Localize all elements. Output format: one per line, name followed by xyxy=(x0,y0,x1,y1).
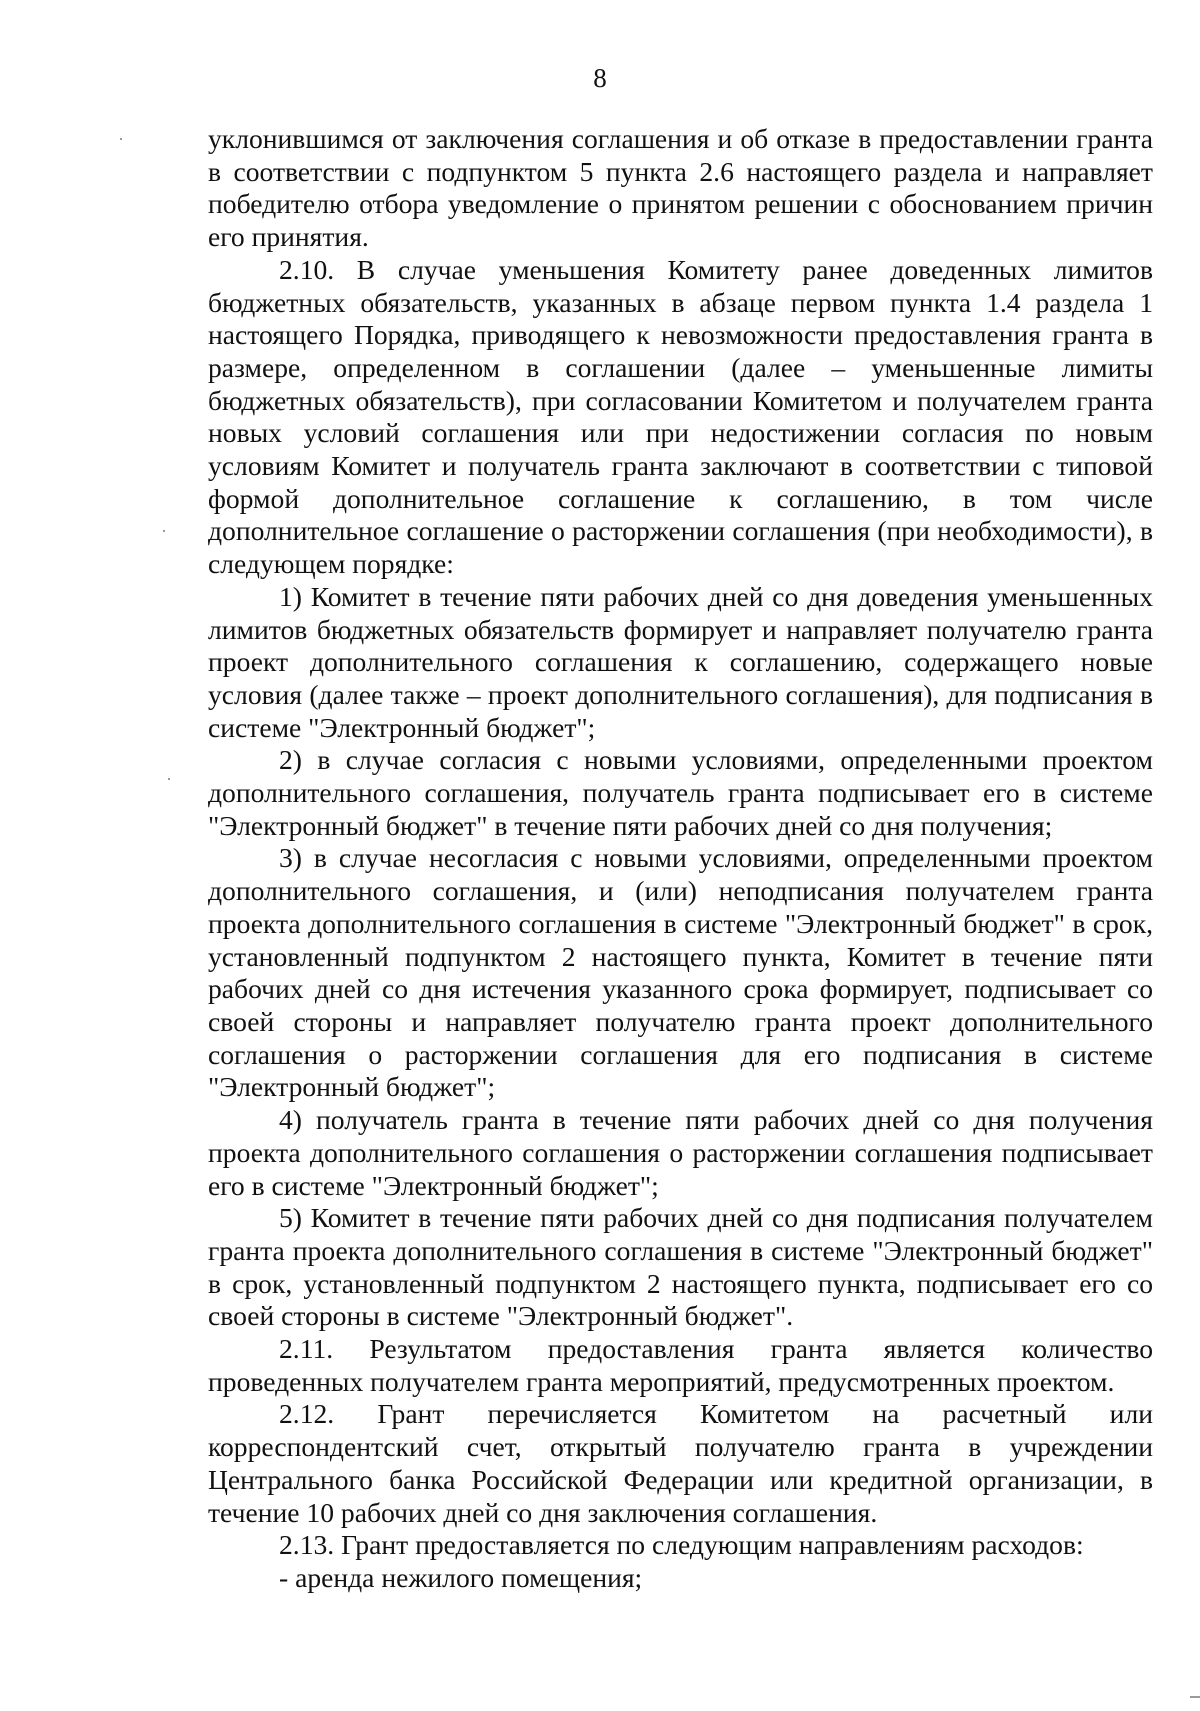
document-body xyxy=(208,123,1153,1595)
paragraph-subitem-4: 4) получатель гранта в течение пяти рабочих дней со дня получения проекта дополнительного соглашения о расторжении соглашения подписывает его в системе "Электронный бюджет"; xyxy=(208,1104,1153,1201)
list-item-expense: - аренда нежилого помещения; xyxy=(279,1561,643,1593)
page-number: 8 xyxy=(593,63,607,93)
paragraph-2-13: 2.13. Грант предоставляется по следующим направлениям расходов: xyxy=(279,1529,1084,1561)
paragraph-subitem-2: 2) в случае согласия с новыми условиями, определенными проектом дополнительного соглашения, получатель гранта подписывает его в системе "Электронный бюджет" в течение пяти рабочих дней со дня получения; xyxy=(208,744,1153,841)
paragraph-continuation: уклонившимся от заключения соглашения и об отказе в предоставлении гранта в соответствии с подпунктом 5 пункта 2.6 настоящего раздела и направляет победителю отбора уведомление о принятом решении с обоснованием причин его принятия. xyxy=(208,123,1153,253)
paragraph-subitem-1: 1) Комитет в течение пяти рабочих дней со дня доведения уменьшенных лимитов бюджетных обязательств формирует и направляет получателю гранта проект дополнительного соглашения к соглашению, содержащего новые условия (далее также – проект дополнительного соглашения), для подписания в системе "Электронный бюджет"; xyxy=(208,580,1153,743)
scan-edge-mark xyxy=(1190,1696,1200,1698)
scan-speck xyxy=(168,778,170,780)
paragraph-2-11: 2.11. Результатом предоставления гранта является количество проведенных получателем гранта мероприятий, предусмотренных проектом. xyxy=(208,1333,1153,1397)
paragraph-2-12: 2.12. Грант перечисляется Комитетом на расчетный или корреспондентский счет, открытый получателю гранта в учреждении Центрального банка Российской Федерации или кредитной организации, в течение 10 рабочих дней со дня заключения соглашения. xyxy=(208,1398,1153,1528)
paragraph-2-10: 2.10. В случае уменьшения Комитету ранее доведенных лимитов бюджетных обязательств, указанных в абзаце первом пункта 1.4 раздела 1 настоящего Порядка, приводящего к невозможности предоставления гранта в размере, определенном в соглашении (далее – уменьшенные лимиты бюджетных обязательств), при согласовании Комитетом и получателем гранта новых условий соглашения или при недостижении согласия по новым условиям Комитет и получатель гранта заключают в соответствии с типовой формой дополнительное соглашение к соглашению, в том числе дополнительное соглашение о расторжении соглашения (при необходимости), в следующем порядке: xyxy=(208,253,1153,580)
scan-speck xyxy=(120,138,122,140)
paragraph-subitem-5: 5) Комитет в течение пяти рабочих дней со дня подписания получателем гранта проекта дополнительного соглашения в системе "Электронный бюджет" в срок, установленный подпунктом 2 настоящего пункта, подписывает его со своей стороны в системе "Электронный бюджет". xyxy=(208,1202,1153,1332)
scan-speck xyxy=(163,530,165,532)
paragraph-subitem-3: 3) в случае несогласия с новыми условиями, определенными проектом дополнительного соглашения, и (или) неподписания получателем гранта проекта дополнительного соглашения в системе "Электронный бюджет" в срок, установленный подпунктом 2 настоящего пункта, Комитет в течение пяти рабочих дней со дня истечения указанного срока формирует, подписывает со своей стороны и направляет получателю гранта проект дополнительного соглашения о расторжении соглашения для его подписания в системе "Электронный бюджет"; xyxy=(208,842,1153,1103)
